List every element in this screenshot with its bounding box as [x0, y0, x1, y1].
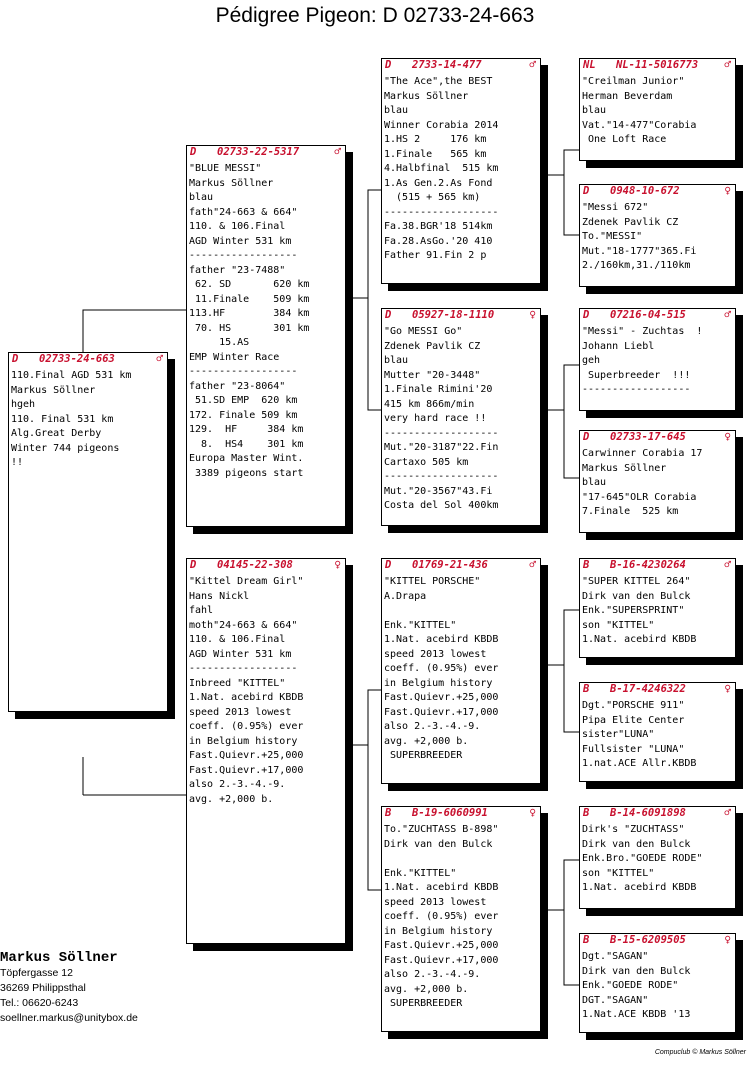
- card-line: 2./160km,31./110km: [582, 260, 691, 271]
- card-line: ------------------: [189, 250, 298, 261]
- pedigree-card-ff: [381, 58, 541, 284]
- card-line: AGD Winter 531 km: [189, 648, 292, 660]
- card-line: "KITTEL PORSCHE": [384, 576, 481, 587]
- male-icon: ♂: [724, 308, 731, 321]
- country-code: D: [385, 559, 392, 571]
- card-line: Superbreeder !!!: [582, 369, 691, 381]
- card-line: Markus Söllner: [582, 462, 667, 474]
- card-line: hgeh: [11, 399, 36, 410]
- pedigree-card-fff: [579, 58, 736, 161]
- card-line: 1.Nat. acebird KBDB: [384, 634, 499, 645]
- female-icon: ♀: [724, 682, 731, 695]
- card-line: fath"24-663 & 664": [189, 206, 298, 218]
- pedigree-card-mff: [579, 558, 736, 658]
- card-line: moth"24-663 & 664": [189, 619, 298, 631]
- ring-number: B-16-4230264: [610, 559, 686, 571]
- card-line: Europa Master Wint.: [189, 453, 304, 464]
- pedigree-card-mmm: [579, 933, 736, 1033]
- card-line: Dgt."SAGAN": [582, 951, 649, 962]
- country-code: D: [583, 309, 590, 321]
- card-line: speed 2013 lowest: [384, 648, 487, 660]
- card-line: 110. & 106.Final: [189, 221, 286, 232]
- card-line: also 2.-3.-4.-9.: [189, 779, 286, 790]
- card-line: blau: [384, 355, 409, 366]
- card-line: 1.nat.ACE Allr.KBDB: [582, 758, 697, 769]
- female-icon: ♀: [724, 184, 731, 197]
- card-line: 1.Finale Rimini'20: [384, 384, 493, 395]
- card-line: Fast.Quievr.+17,000: [384, 954, 499, 966]
- pedigree-card-fm: [381, 308, 541, 526]
- card-text: [384, 575, 540, 764]
- card-line: -------------------: [384, 471, 499, 482]
- ring-number: 2733-14-477: [412, 59, 482, 71]
- card-line: Dirk van den Bulck: [582, 590, 691, 602]
- card-line: Markus Söllner: [189, 177, 274, 189]
- card-line: in Belgium history: [384, 677, 493, 689]
- card-line: 51.SD EMP 620 km: [189, 395, 298, 406]
- country-code: D: [12, 353, 19, 365]
- country-code: B: [583, 934, 590, 946]
- card-line: -------------------: [384, 427, 499, 439]
- card-line: Dgt."PORSCHE 911": [582, 700, 685, 711]
- card-line: ------------------: [582, 384, 691, 395]
- card-line: 110. & 106.Final: [189, 634, 286, 645]
- country-code: D: [583, 431, 590, 443]
- female-icon: ♀: [529, 308, 536, 321]
- card-line: Cartaxo 505 km: [384, 456, 469, 468]
- owner-street: Töpfergasse 12: [0, 967, 73, 979]
- card-line: geh: [582, 355, 601, 366]
- card-line: 110. Final 531 km: [11, 413, 114, 425]
- card-line: !!: [11, 457, 24, 468]
- card-line: "BLUE MESSI": [189, 163, 262, 174]
- card-line: Fullsister "LUNA": [582, 743, 685, 755]
- card-line: father "23-7488": [189, 264, 286, 276]
- card-line: 172. Finale 509 km: [189, 409, 298, 421]
- card-line: AGD Winter 531 km: [189, 235, 292, 247]
- ring-number: NL-11-5016773: [616, 59, 699, 71]
- card-line: 15.AS: [189, 337, 250, 348]
- female-icon: ♀: [724, 933, 731, 946]
- card-line: [384, 852, 540, 867]
- card-line: Fast.Quievr.+25,000: [189, 750, 304, 761]
- card-line: 4.Halbfinal 515 km: [384, 163, 499, 174]
- pedigree-card-ffm: [579, 184, 736, 287]
- card-line: Enk."KITTEL": [384, 867, 457, 879]
- card-line: avg. +2,000 b.: [189, 793, 274, 805]
- card-line: DGT."SAGAN": [582, 994, 649, 1006]
- pedigree-card-father: [186, 145, 346, 527]
- card-line: blau: [384, 105, 409, 116]
- pedigree-card-fmm: [579, 430, 736, 533]
- card-line: Fast.Quievr.+25,000: [384, 940, 499, 951]
- country-code: D: [385, 59, 392, 71]
- card-line: Dirk van den Bulck: [582, 965, 691, 977]
- card-line: blau: [582, 105, 607, 116]
- card-line: Dirk van den Bulck: [384, 838, 493, 850]
- card-line: 415 km 866m/min: [384, 398, 475, 410]
- card-line: Zdenek Pavlik CZ: [582, 216, 679, 228]
- card-line: Hans Nickl: [189, 590, 250, 602]
- card-line: SUPERBREEDER: [384, 998, 463, 1009]
- card-line: Enk."SUPERSPRINT": [582, 605, 685, 616]
- card-line: "SUPER KITTEL 264": [582, 576, 691, 587]
- card-line: "Messi 672": [582, 202, 649, 213]
- card-line: blau: [582, 477, 607, 488]
- card-line: Vat."14-477"Corabia: [582, 119, 697, 131]
- pedigree-card-mother: [186, 558, 346, 944]
- card-line: 1.Finale 565 km: [384, 148, 487, 160]
- card-line: avg. +2,000 b.: [384, 735, 469, 747]
- card-line: (515 + 565 km): [384, 192, 481, 203]
- owner-city: 36269 Philippsthal: [0, 982, 86, 994]
- card-line: One Loft Race: [582, 134, 667, 145]
- card-text: [189, 575, 345, 807]
- card-line: son "KITTEL": [582, 867, 655, 879]
- card-line: Fast.Quievr.+25,000: [384, 692, 499, 703]
- card-line: 1.As Gen.2.As Fond: [384, 177, 493, 189]
- card-line: 1.Nat. acebird KBDB: [189, 692, 304, 703]
- card-line: Mut."20-3567"43.Fi: [384, 485, 493, 497]
- card-line: 7.Finale 525 km: [582, 506, 679, 517]
- card-line: Mut."18-1777"365.Fi: [582, 245, 697, 257]
- card-line: "The Ace",the BEST: [384, 76, 493, 87]
- male-icon: ♂: [724, 558, 731, 571]
- card-line: speed 2013 lowest: [189, 706, 292, 718]
- country-code: B: [385, 807, 392, 819]
- card-line: son "KITTEL": [582, 619, 655, 631]
- country-code: B: [583, 683, 590, 695]
- owner-address-block: [0, 950, 138, 1026]
- ring-number: 02733-17-645: [610, 431, 686, 443]
- card-text: [384, 823, 540, 1012]
- card-line: ------------------: [189, 366, 298, 377]
- card-line: father "23-8064": [189, 380, 286, 392]
- card-line: Pipa Elite Center: [582, 714, 685, 726]
- card-line: Fast.Quievr.+17,000: [384, 706, 499, 718]
- female-icon: ♀: [529, 806, 536, 819]
- card-line: Enk."KITTEL": [384, 619, 457, 631]
- card-line: Enk."GOEDE RODE": [582, 980, 679, 991]
- card-line: 1.HS 2 176 km: [384, 134, 487, 145]
- card-line: 11.Finale 509 km: [189, 293, 310, 305]
- country-code: NL: [583, 59, 596, 71]
- pedigree-card-mm: [381, 806, 541, 1032]
- card-text: [384, 325, 540, 514]
- card-line: sister"LUNA": [582, 729, 655, 740]
- card-line: 1.Nat. acebird KBDB: [582, 882, 697, 893]
- female-icon: ♀: [724, 430, 731, 443]
- ring-number: B-19-6060991: [412, 807, 488, 819]
- card-line: 8. HS4 301 km: [189, 438, 304, 450]
- pedigree-card-subject: [8, 352, 168, 712]
- card-line: speed 2013 lowest: [384, 896, 487, 908]
- card-line: Fa.28.AsGo.'20 410: [384, 235, 493, 247]
- card-text: [11, 369, 167, 471]
- ring-number: B-14-6091898: [610, 807, 686, 819]
- card-line: also 2.-3.-4.-9.: [384, 721, 481, 732]
- card-line: Fast.Quievr.+17,000: [189, 764, 304, 776]
- card-line: fahl: [189, 605, 214, 616]
- ring-number: 07216-04-515: [610, 309, 686, 321]
- card-line: Costa del Sol 400km: [384, 500, 499, 511]
- pedigree-card-fmf: [579, 308, 736, 411]
- pedigree-card-mf: [381, 558, 541, 784]
- card-line: Carwinner Corabia 17: [582, 448, 703, 459]
- card-line: Winter 744 pigeons: [11, 442, 120, 454]
- card-line: A.Drapa: [384, 590, 427, 602]
- card-line: coeff. (0.95%) ever: [384, 663, 499, 674]
- card-line: in Belgium history: [189, 735, 298, 747]
- card-text: [384, 75, 540, 264]
- owner-email[interactable]: soellner.markus@unitybox.de: [0, 1012, 138, 1024]
- card-line: avg. +2,000 b.: [384, 983, 469, 995]
- card-line: 1.Nat.ACE KBDB '13: [582, 1009, 691, 1020]
- card-line: SUPERBREEDER: [384, 750, 463, 761]
- country-code: D: [190, 559, 197, 571]
- country-code: B: [583, 559, 590, 571]
- ring-number: 05927-18-1110: [412, 309, 495, 321]
- card-line: To."ZUCHTASS B-898": [384, 824, 499, 835]
- card-line: 129. HF 384 km: [189, 424, 304, 435]
- card-line: "Kittel Dream Girl": [189, 576, 304, 587]
- card-line: Father 91.Fin 2 p: [384, 250, 487, 261]
- male-icon: ♂: [724, 806, 731, 819]
- page-title: Pédigree Pigeon: D 02733-24-663: [215, 4, 535, 27]
- card-line: Mut."20-3187"22.Fin: [384, 442, 499, 453]
- card-line: very hard race !!: [384, 413, 487, 424]
- card-line: also 2.-3.-4.-9.: [384, 969, 481, 980]
- pedigree-card-mmf: [579, 806, 736, 909]
- card-line: Zdenek Pavlik CZ: [384, 340, 481, 352]
- card-line: "17-645"OLR Corabia: [582, 491, 697, 503]
- card-line: Fa.38.BGR'18 514km: [384, 221, 493, 232]
- card-line: 113.HF 384 km: [189, 308, 310, 319]
- card-line: coeff. (0.95%) ever: [189, 721, 304, 732]
- card-line: To."MESSI": [582, 231, 643, 242]
- female-icon: ♀: [334, 558, 341, 571]
- card-line: "Go MESSI Go": [384, 326, 463, 337]
- ring-number: 02733-24-663: [39, 353, 115, 365]
- card-line: 62. SD 620 km: [189, 279, 310, 290]
- ring-number: B-17-4246322: [610, 683, 686, 695]
- card-line: Dirk van den Bulck: [582, 838, 691, 850]
- card-line: coeff. (0.95%) ever: [384, 911, 499, 922]
- card-line: Dirk's "ZUCHTASS": [582, 824, 685, 835]
- card-line: 110.Final AGD 531 km: [11, 370, 132, 381]
- card-line: 70. HS 301 km: [189, 322, 310, 334]
- male-icon: ♂: [334, 145, 341, 158]
- card-line: Johann Liebl: [582, 340, 655, 352]
- ring-number: 02733-22-5317: [217, 146, 300, 158]
- card-line: blau: [189, 192, 214, 203]
- card-line: Inbreed "KITTEL": [189, 677, 286, 689]
- card-line: ------------------: [189, 663, 298, 674]
- owner-name: Markus Söllner: [0, 950, 118, 966]
- pedigree-card-mfm: [579, 682, 736, 782]
- card-line: EMP Winter Race: [189, 351, 280, 363]
- card-line: 3389 pigeons start: [189, 467, 304, 479]
- card-text: [189, 162, 345, 481]
- card-line: 1.Nat. acebird KBDB: [582, 634, 697, 645]
- copyright-footer: Compuclub © Markus Söllner: [654, 1049, 746, 1056]
- card-line: [384, 604, 540, 619]
- card-line: Mutter "20-3448": [384, 369, 481, 381]
- card-line: Herman Beverdam: [582, 90, 673, 102]
- ring-number: 01769-21-436: [412, 559, 488, 571]
- country-code: D: [190, 146, 197, 158]
- ring-number: 04145-22-308: [217, 559, 293, 571]
- card-line: Markus Söllner: [384, 90, 469, 102]
- card-line: -------------------: [384, 206, 499, 218]
- male-icon: ♂: [724, 58, 731, 71]
- male-icon: ♂: [156, 352, 163, 365]
- card-line: 1.Nat. acebird KBDB: [384, 882, 499, 893]
- card-line: Alg.Great Derby: [11, 428, 102, 439]
- country-code: D: [385, 309, 392, 321]
- male-icon: ♂: [529, 58, 536, 71]
- country-code: B: [583, 807, 590, 819]
- card-line: "Creilman Junior": [582, 76, 685, 87]
- card-line: Markus Söllner: [11, 384, 96, 396]
- ring-number: 0948-10-672: [610, 185, 680, 197]
- card-line: Winner Corabia 2014: [384, 119, 499, 131]
- ring-number: B-15-6209505: [610, 934, 686, 946]
- owner-phone: Tel.: 06620-6243: [0, 997, 79, 1009]
- card-line: in Belgium history: [384, 925, 493, 937]
- card-line: "Messi" - Zuchtas !: [582, 326, 703, 337]
- card-line: Enk.Bro."GOEDE RODE": [582, 853, 703, 864]
- country-code: D: [583, 185, 590, 197]
- male-icon: ♂: [529, 558, 536, 571]
